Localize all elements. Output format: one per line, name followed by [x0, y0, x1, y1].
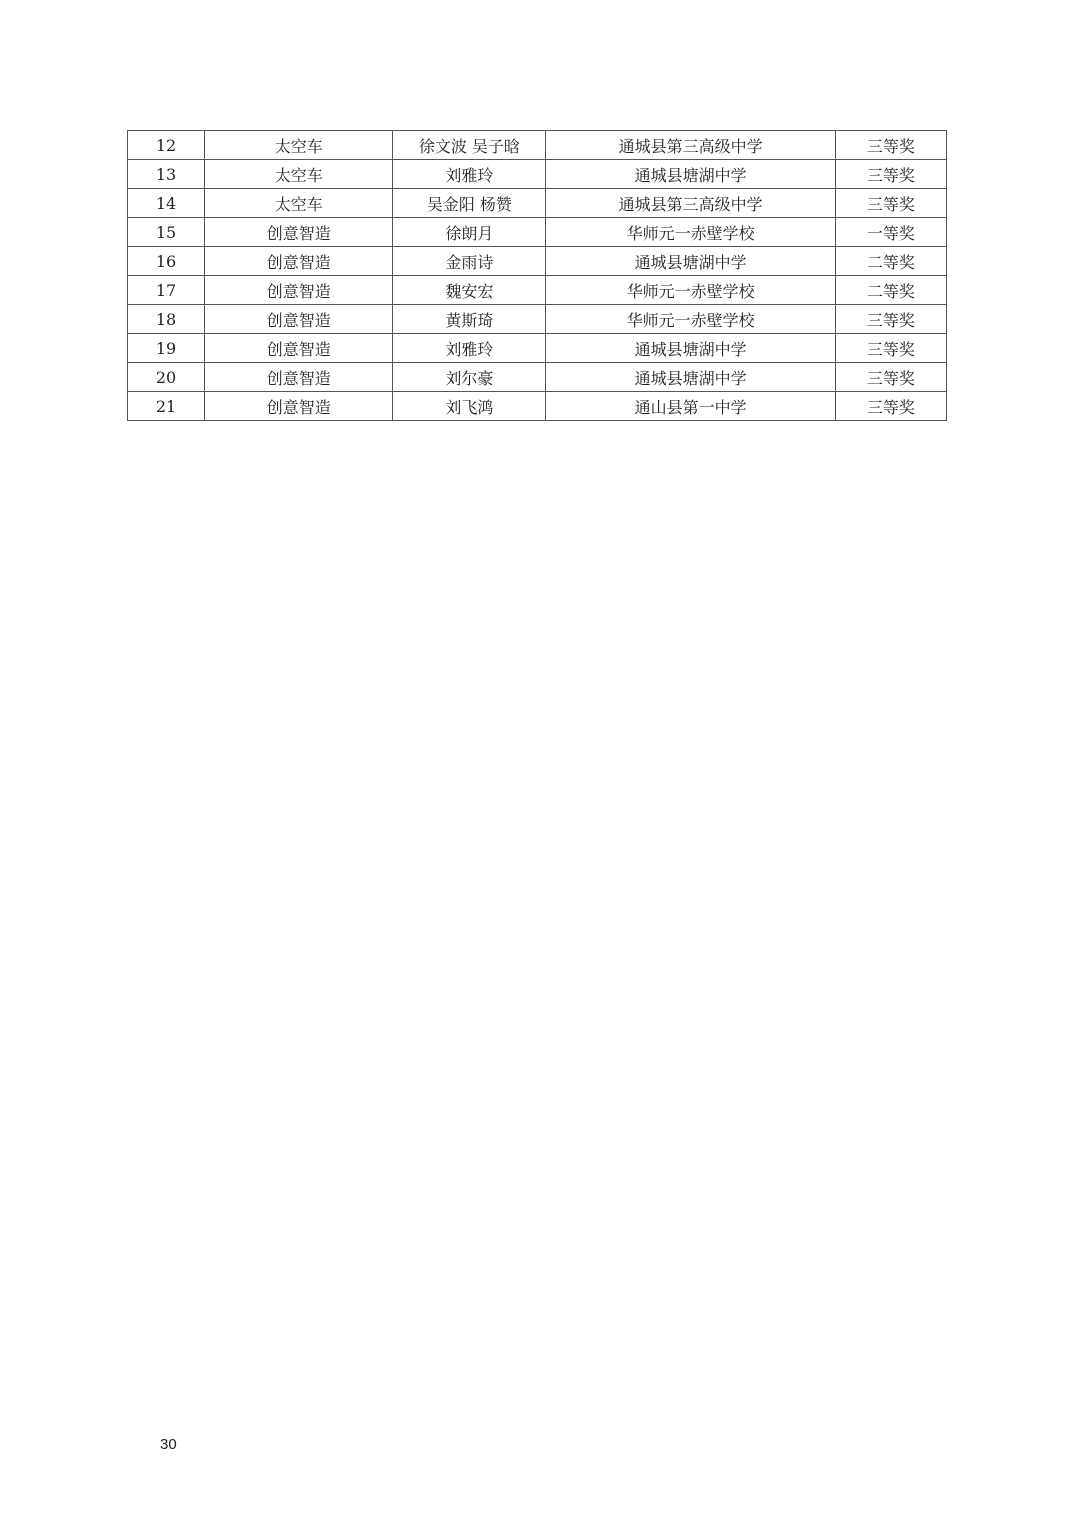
cell-name: 徐文波 吴子晗	[393, 131, 546, 160]
cell-number: 21	[128, 392, 205, 421]
cell-school: 通山县第一中学	[546, 392, 835, 421]
cell-award: 三等奖	[835, 363, 946, 392]
cell-award: 三等奖	[835, 189, 946, 218]
cell-school: 通城县塘湖中学	[546, 363, 835, 392]
cell-school: 华师元一赤壁学校	[546, 305, 835, 334]
cell-number: 15	[128, 218, 205, 247]
cell-project: 创意智造	[205, 218, 393, 247]
cell-project: 太空车	[205, 131, 393, 160]
cell-number: 16	[128, 247, 205, 276]
cell-school: 通城县第三高级中学	[546, 189, 835, 218]
cell-award: 一等奖	[835, 218, 946, 247]
cell-school: 通城县塘湖中学	[546, 160, 835, 189]
table-row	[128, 363, 947, 392]
table-row	[128, 247, 947, 276]
cell-number: 20	[128, 363, 205, 392]
award-table	[127, 130, 947, 421]
table-row	[128, 131, 947, 160]
table-row	[128, 189, 947, 218]
table-row	[128, 334, 947, 363]
cell-number: 17	[128, 276, 205, 305]
table-row	[128, 305, 947, 334]
table-row	[128, 160, 947, 189]
cell-number: 12	[128, 131, 205, 160]
cell-number: 13	[128, 160, 205, 189]
cell-number: 18	[128, 305, 205, 334]
cell-award: 三等奖	[835, 160, 946, 189]
cell-project: 创意智造	[205, 392, 393, 421]
cell-name: 刘尔豪	[393, 363, 546, 392]
cell-award: 二等奖	[835, 247, 946, 276]
table-row	[128, 392, 947, 421]
cell-project: 创意智造	[205, 305, 393, 334]
table-row	[128, 276, 947, 305]
award-table-body	[128, 131, 947, 421]
cell-name: 刘雅玲	[393, 334, 546, 363]
page-number: 30	[160, 1436, 177, 1453]
cell-project: 太空车	[205, 160, 393, 189]
cell-award: 三等奖	[835, 131, 946, 160]
cell-name: 黄斯琦	[393, 305, 546, 334]
cell-project: 太空车	[205, 189, 393, 218]
cell-award: 三等奖	[835, 305, 946, 334]
cell-name: 魏安宏	[393, 276, 546, 305]
cell-name: 徐朗月	[393, 218, 546, 247]
cell-project: 创意智造	[205, 247, 393, 276]
cell-name: 刘雅玲	[393, 160, 546, 189]
cell-name: 吴金阳 杨赞	[393, 189, 546, 218]
cell-name: 金雨诗	[393, 247, 546, 276]
cell-award: 三等奖	[835, 334, 946, 363]
cell-school: 通城县塘湖中学	[546, 247, 835, 276]
cell-project: 创意智造	[205, 334, 393, 363]
cell-award: 三等奖	[835, 392, 946, 421]
cell-school: 通城县第三高级中学	[546, 131, 835, 160]
table-row	[128, 218, 947, 247]
cell-number: 14	[128, 189, 205, 218]
cell-project: 创意智造	[205, 276, 393, 305]
cell-school: 华师元一赤壁学校	[546, 218, 835, 247]
cell-project: 创意智造	[205, 363, 393, 392]
cell-school: 华师元一赤壁学校	[546, 276, 835, 305]
cell-number: 19	[128, 334, 205, 363]
cell-name: 刘飞鸿	[393, 392, 546, 421]
cell-award: 二等奖	[835, 276, 946, 305]
cell-school: 通城县塘湖中学	[546, 334, 835, 363]
